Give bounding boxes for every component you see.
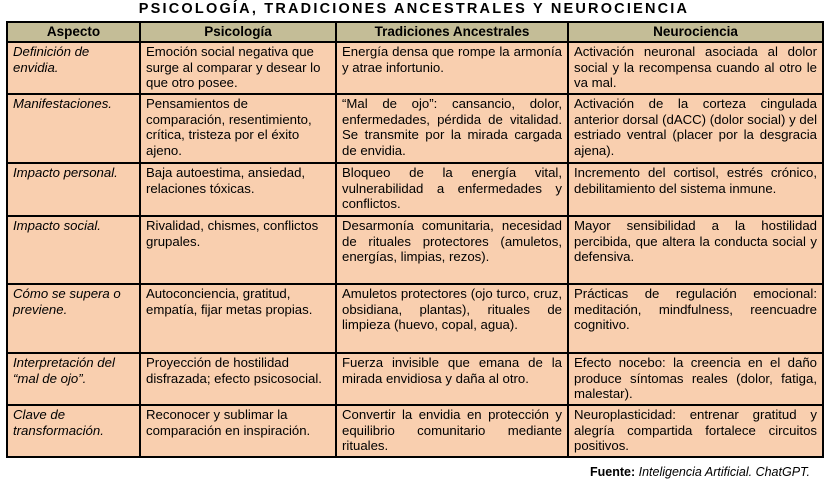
cell-psicologia: Emoción social negativa que surge al comparar y desear lo que otro posee. <box>140 42 336 94</box>
table-row <box>7 353 823 405</box>
cell-aspecto: Cómo se supera o previene. <box>7 284 140 353</box>
table-row <box>7 216 823 284</box>
table-title: PSICOLOGÍA, TRADICIONES ANCESTRALES Y NEUROCIENCIA <box>138 1 690 17</box>
cell-tradiciones: Fuerza invisible que emana de la mirada envidiosa y daña al otro. <box>336 353 568 405</box>
cell-aspecto: Impacto social. <box>7 216 140 284</box>
source-footer <box>590 465 810 479</box>
cell-aspecto: Clave de transformación. <box>7 405 140 457</box>
cell-aspecto: Manifestaciones. <box>7 94 140 163</box>
header-row <box>7 22 823 42</box>
cell-neurociencia: Incremento del cortisol, estrés crónico, debilitamiento del sistema inmune. <box>568 163 823 216</box>
header-tradiciones: Tradiciones Ancestrales <box>336 22 568 42</box>
cell-tradiciones: “Mal de ojo”: cansancio, dolor, enfermedades, pérdida de vitalidad. Se transmite por la mirada cargada de envidia. <box>336 94 568 163</box>
cell-psicologia: Reconocer y sublimar la comparación en inspiración. <box>140 405 336 457</box>
cell-psicologia: Proyección de hostilidad disfrazada; efecto psicosocial. <box>140 353 336 405</box>
source-text: Inteligencia Artificial. ChatGPT. <box>638 465 810 479</box>
cell-tradiciones: Bloqueo de la energía vital, vulnerabilidad a enfermedades y conflictos. <box>336 163 568 216</box>
cell-neurociencia: Mayor sensibilidad a la hostilidad percibida, que altera la conducta social y defensiva. <box>568 216 823 284</box>
cell-neurociencia: Neuroplasticidad: entrenar gratitud y alegría compartida fortalece circuitos positivos. <box>568 405 823 457</box>
cell-psicologia: Baja autoestima, ansiedad, relaciones tóxicas. <box>140 163 336 216</box>
cell-neurociencia: Activación de la corteza cingulada anterior dorsal (dACC) (dolor social) y del estriado ventral (placer por la desgracia ajena). <box>568 94 823 163</box>
comparison-table <box>6 21 824 458</box>
cell-neurociencia: Activación neuronal asociada al dolor social y la recompensa cuando al otro le va mal. <box>568 42 823 94</box>
cell-neurociencia: Prácticas de regulación emocional: meditación, mindfulness, reencuadre cognitivo. <box>568 284 823 353</box>
cell-tradiciones: Amuletos protectores (ojo turco, cruz, obsidiana, plantas), rituales de limpieza (huevo, copal, agua). <box>336 284 568 353</box>
cell-tradiciones: Convertir la envidia en protección y equilibrio comunitario mediante rituales. <box>336 405 568 457</box>
cell-psicologia: Autoconciencia, gratitud, empatía, fijar metas propias. <box>140 284 336 353</box>
table-row <box>7 94 823 163</box>
cell-psicologia: Rivalidad, chismes, conflictos grupales. <box>140 216 336 284</box>
cell-neurociencia: Efecto nocebo: la creencia en el daño produce síntomas reales (dolor, fatiga, malestar). <box>568 353 823 405</box>
header-aspecto: Aspecto <box>7 22 140 42</box>
cell-aspecto: Definición de envidia. <box>7 42 140 94</box>
table-row <box>7 42 823 94</box>
cell-tradiciones: Energía densa que rompe la armonía y atrae infortunio. <box>336 42 568 94</box>
cell-psicologia: Pensamientos de comparación, resentimiento, crítica, tristeza por el éxito ajeno. <box>140 94 336 163</box>
cell-aspecto: Interpretación del “mal de ojo”. <box>7 353 140 405</box>
source-label: Fuente: <box>590 465 636 479</box>
header-neurociencia: Neurociencia <box>568 22 823 42</box>
cell-tradiciones: Desarmonía comunitaria, necesidad de rituales protectores (amuletos, energías, limpias, rezos). <box>336 216 568 284</box>
table-row <box>7 284 823 353</box>
table-row <box>7 163 823 216</box>
header-psicologia: Psicología <box>140 22 336 42</box>
cell-aspecto: Impacto personal. <box>7 163 140 216</box>
table-row <box>7 405 823 457</box>
